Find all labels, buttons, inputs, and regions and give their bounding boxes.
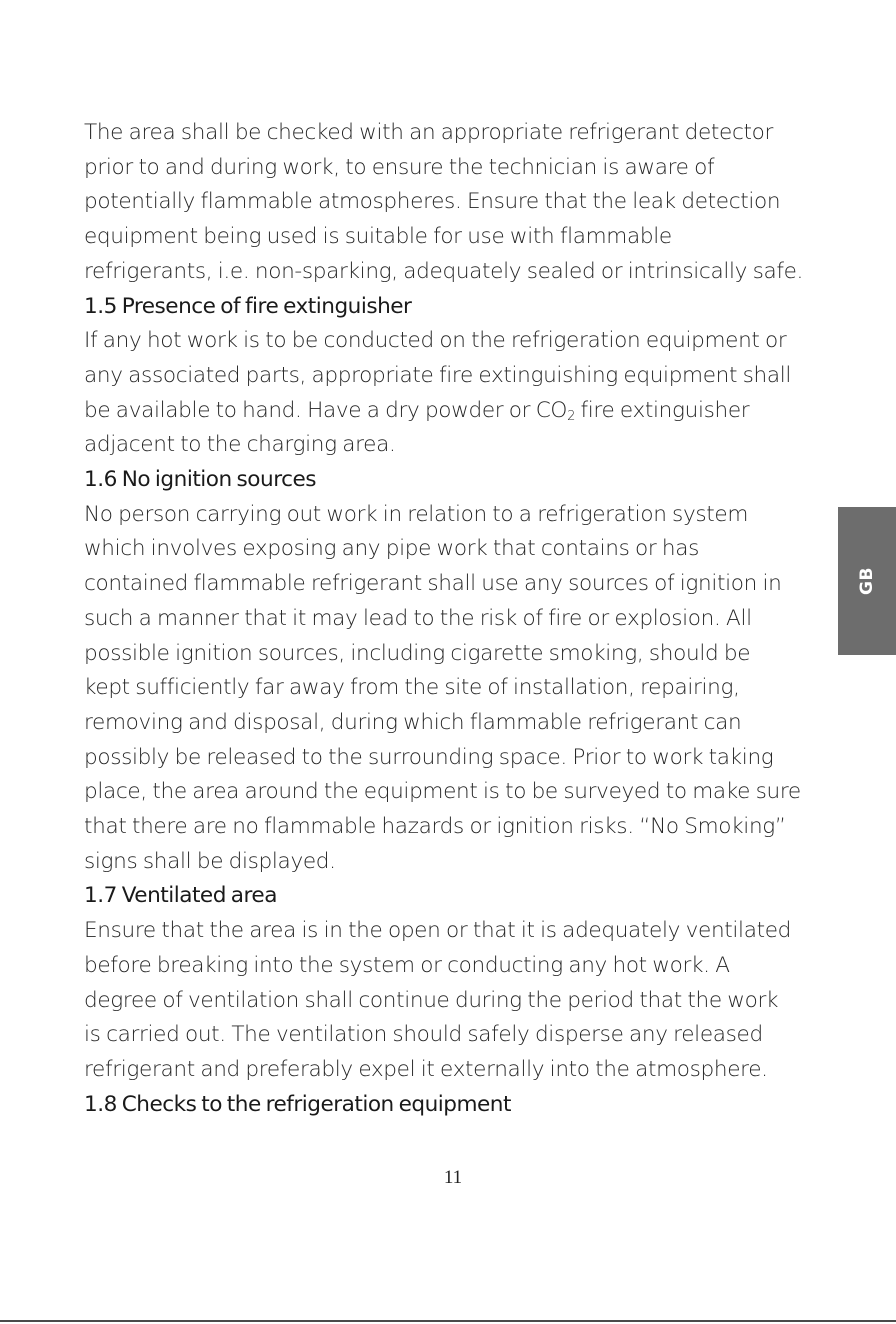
text-line: prior to and during work, to ensure the technician is aware of — [84, 154, 715, 180]
text-line: possible ignition sources, including cigarette smoking, should be — [84, 640, 751, 666]
text-line: which involves exposing any pipe work that contains or has — [84, 536, 700, 562]
language-side-tab — [838, 507, 896, 655]
text-line: is carried out. The ventilation should safely disperse any released — [84, 1022, 763, 1048]
section-heading-1-6: 1.6 No ignition sources — [84, 467, 317, 493]
section-1-7-paragraph — [84, 914, 844, 1088]
section-heading-1-7: 1.7 Ventilated area — [84, 883, 277, 909]
text-line: No person carrying out work in relation to a refrigeration system — [84, 501, 749, 527]
text-line: adjacent to the charging area. — [84, 432, 396, 458]
text-line: that there are no flammable hazards or ignition risks. “No Smoking” — [84, 814, 786, 840]
intro-paragraph — [84, 116, 844, 290]
section-heading-1-5: 1.5 Presence of fire extinguisher — [84, 293, 412, 319]
text-line: equipment being used is suitable for use with flammable — [84, 224, 672, 250]
text-fragment: fire extinguisher — [575, 397, 750, 423]
text-line: removing and disposal, during which flammable refrigerant can — [84, 709, 742, 735]
text-line: refrigerants, i.e. non-sparking, adequately sealed or intrinsically safe. — [84, 258, 804, 284]
bottom-divider — [0, 1320, 896, 1322]
text-line: kept sufficiently far away from the site of installation, repairing, — [84, 675, 740, 701]
text-line: place, the area around the equipment is to be surveyed to make sure — [84, 779, 801, 805]
page-content — [84, 116, 844, 1122]
text-line: possibly be released to the surrounding space. Prior to work taking — [84, 744, 774, 770]
text-line: any associated parts, appropriate fire extinguishing equipment shall — [84, 362, 792, 388]
text-line-co2 — [84, 394, 844, 429]
section-1-6-paragraph — [84, 498, 844, 880]
text-line: such a manner that it may lead to the risk of fire or explosion. All — [84, 605, 752, 631]
section-heading-1-8: 1.8 Checks to the refrigeration equipment — [84, 1091, 511, 1117]
subscript-2: 2 — [567, 408, 576, 424]
text-line: potentially flammable atmospheres. Ensure that the leak detection — [84, 189, 781, 215]
page-number: 11 — [443, 1167, 463, 1188]
language-tab-label: GB — [857, 567, 877, 595]
text-fragment: be available to hand. Have a dry powder or CO — [84, 397, 568, 423]
text-line: If any hot work is to be conducted on the refrigeration equipment or — [84, 328, 787, 354]
text-line: The area shall be checked with an appropriate refrigerant detector — [84, 120, 774, 145]
text-line: Ensure that the area is in the open or that it is adequately ventilated — [84, 918, 791, 944]
text-line: refrigerant and preferably expel it externally into the atmosphere. — [84, 1056, 768, 1082]
section-1-5-paragraph — [84, 324, 844, 463]
text-line: signs shall be displayed. — [84, 848, 336, 874]
text-line: before breaking into the system or conducting any hot work. A — [84, 952, 730, 978]
text-line: contained flammable refrigerant shall use any sources of ignition in — [84, 571, 782, 597]
text-line: degree of ventilation shall continue during the period that the work — [84, 987, 779, 1013]
